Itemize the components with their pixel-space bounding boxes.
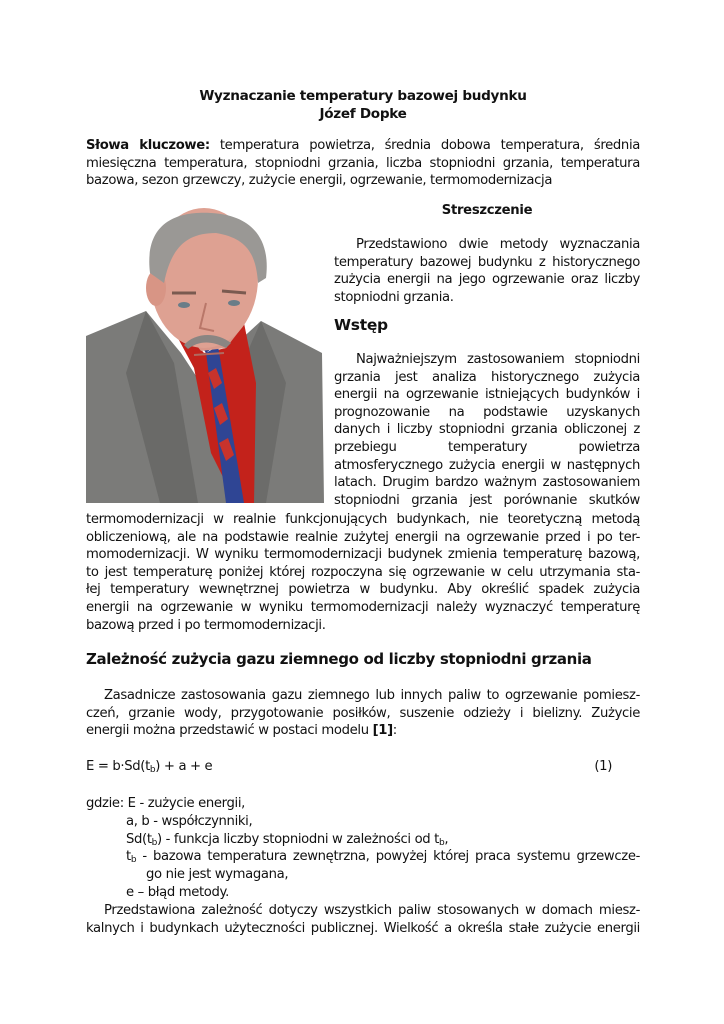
text-line bbox=[86, 722, 640, 740]
keywords-paragraph bbox=[86, 137, 640, 190]
subscript: b bbox=[151, 837, 158, 848]
text-fragment: - bazowa temperatura zewnętrzna, powyżej której praca systemu grzewcze- bbox=[136, 849, 640, 865]
keywords-text: temperatura powietrza, średnia dobowa temperatura, średnia miesięczna temperatura, stopniodni grzania, liczba stopniodni grzania, temperatura bazowa, sezon grzewczy, zużycie energii, ogrzewanie, termomodernizacja bbox=[86, 138, 640, 189]
equation-subscript: b bbox=[149, 765, 156, 775]
definition-error: e – błąd metody. bbox=[126, 884, 229, 900]
text-line: momodernizacji. W wyniku termomodernizacji budynek zmienia temperaturę bazową, bbox=[86, 547, 640, 563]
text-fragment: Sd(t bbox=[126, 831, 152, 847]
closing-paragraph bbox=[86, 902, 640, 937]
text-line: atmosferycznego zużycia energii w następnych bbox=[334, 457, 640, 473]
equation bbox=[86, 758, 640, 776]
definition-tb-continued: go nie jest wymagana, bbox=[146, 867, 289, 883]
intro-heading: Wstęp bbox=[334, 316, 388, 334]
text-line: grzania jest analiza historycznego zużycia bbox=[334, 369, 640, 385]
text-line: stopniodni grzania jest porównanie skutków bbox=[334, 492, 640, 508]
equation-lhs: E = b·Sd(t bbox=[86, 759, 150, 774]
text-line: przebiegu temperatury powietrza bbox=[334, 439, 640, 455]
definition-e: gdzie: E - zużycie energii, bbox=[86, 796, 245, 811]
text-line: latach. Drugim bardzo ważnym zastosowaniem bbox=[334, 475, 640, 491]
abstract-heading: Streszczenie bbox=[441, 203, 533, 218]
text-line: danych i liczby stopniodni grzania obliczonej z bbox=[334, 422, 640, 438]
text-line: prognozowanie na podstawie uzyskanych bbox=[334, 404, 640, 420]
author-photo bbox=[86, 203, 324, 503]
subscript: b bbox=[438, 837, 445, 848]
subscript: b bbox=[130, 855, 137, 866]
document-title: Wyznaczanie temperatury bazowej budynku bbox=[199, 88, 527, 104]
text-line: bazową przed i po termomodernizacji. bbox=[86, 617, 326, 633]
abstract-text: Przedstawiono dwie metody wyznaczania temperatury bazowej budynku z historycznego zużycia energii na jego ogrzewanie oraz liczby stopniodni grzania. bbox=[334, 237, 640, 305]
text-line: to jest temperaturę poniżej której rozpoczyna się ogrzewanie w celu utrzymania sta- bbox=[86, 564, 640, 580]
intro-paragraph-continued bbox=[86, 511, 640, 634]
equation-rhs: ) + a + e bbox=[155, 759, 213, 774]
text-fragment: ) - funkcja liczby stopniodni w zależności od t bbox=[157, 831, 439, 847]
section-heading: Zależność zużycia gazu ziemnego od liczby stopniodni grzania bbox=[86, 650, 592, 668]
text-line: Najważniejszym zastosowaniem stopniodni bbox=[356, 352, 640, 367]
equation-number: (1) bbox=[594, 759, 612, 774]
text-line: energii na ogrzewanie w wyniku termomodernizacji należy wyznaczyć temperaturę bbox=[86, 599, 640, 615]
definition-ab: a, b - współczynniki, bbox=[126, 813, 253, 829]
text-line: łej temperatury wewnętrznej powietrza w budynku. Aby określić spadek zużycia bbox=[86, 582, 640, 598]
text-fragment: energii można przedstawić w postaci modelu bbox=[86, 723, 373, 739]
section-paragraph bbox=[86, 687, 640, 740]
document-author: Józef Dopke bbox=[319, 106, 407, 122]
document-title-block bbox=[86, 87, 640, 123]
citation-link[interactable]: [1] bbox=[372, 723, 393, 739]
text-line: kalnych i budynkach użyteczności publicznej. Wielkość a określa stałe zużycie energii bbox=[86, 920, 640, 936]
text-line bbox=[126, 848, 640, 866]
definition-tb bbox=[86, 848, 640, 866]
text-line: termomodernizacji w realnie funkcjonujących budynkach, nie teoretyczną metodą bbox=[86, 512, 640, 527]
text-line: obliczeniową, ale na podstawie realnie zużytej energii na ogrzewanie przed i po ter- bbox=[86, 529, 640, 545]
text-line: energii na ogrzewanie istniejących budynków i bbox=[334, 387, 640, 403]
definition-sd bbox=[86, 831, 640, 849]
text-fragment: t bbox=[126, 849, 131, 865]
intro-paragraph-start bbox=[334, 351, 640, 509]
text-line: czeń, grzanie wody, przygotowanie posiłków, suszenie odzieży i bielizny. Zużycie bbox=[86, 705, 640, 721]
text-fragment: , bbox=[444, 831, 449, 847]
text-line: Zasadnicze zastosowania gazu ziemnego lub innych paliw to ogrzewanie pomiesz- bbox=[104, 688, 640, 703]
variable-definitions bbox=[86, 795, 640, 902]
keywords-label: Słowa kluczowe: bbox=[86, 138, 210, 153]
text-fragment: : bbox=[392, 723, 397, 739]
text-line: Przedstawiona zależność dotyczy wszystkich paliw stosowanych w domach miesz- bbox=[104, 903, 640, 918]
